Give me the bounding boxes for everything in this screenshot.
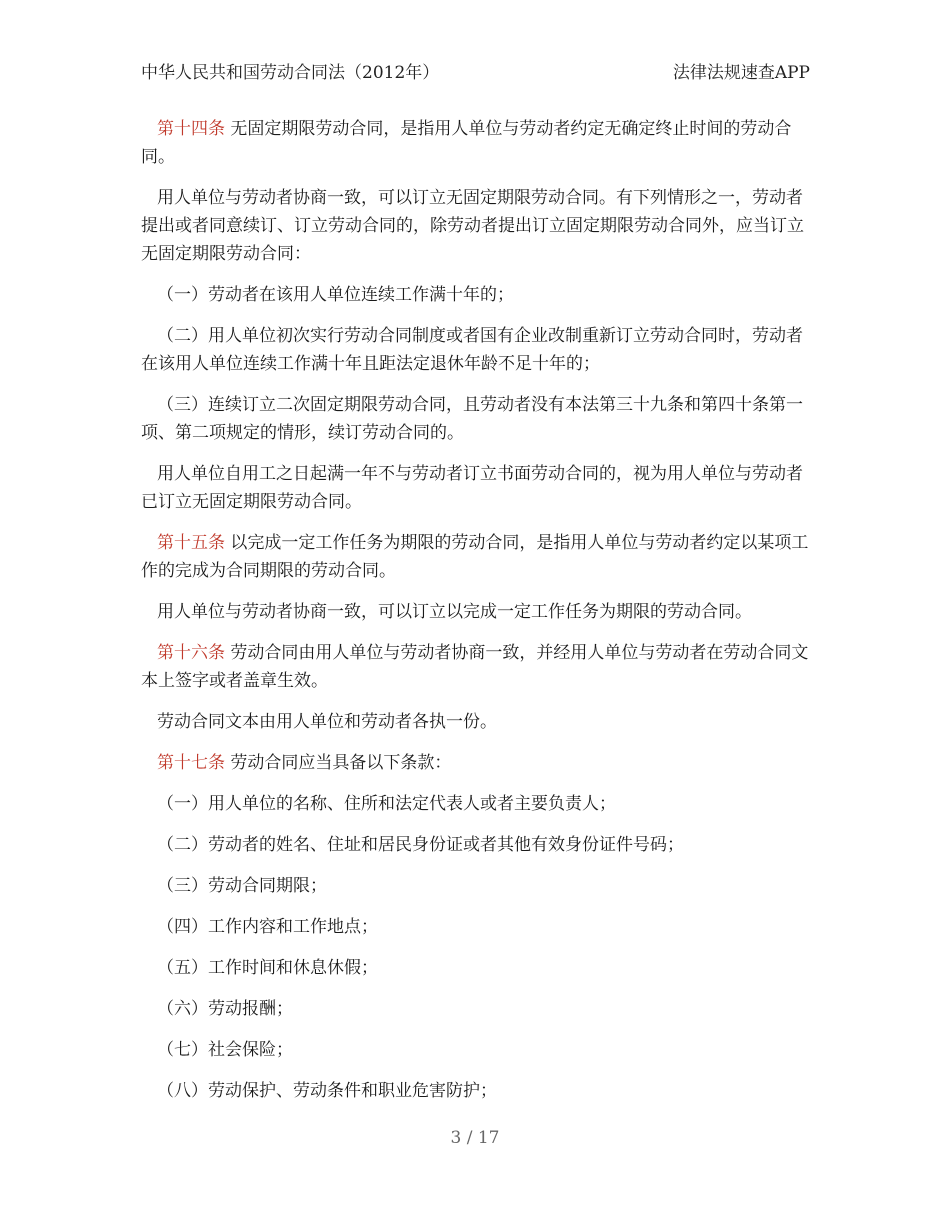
article-number: 第十六条	[157, 643, 225, 663]
page-indicator: 3 / 17	[450, 1128, 500, 1148]
paragraph-text: （二）劳动者的姓名、住址和居民身份证或者其他有效身份证件号码；	[157, 835, 684, 855]
list-item	[141, 995, 811, 1023]
paragraph-text: 劳动合同应当具备以下条款：	[225, 753, 452, 773]
paragraph-text: （五）工作时间和休息休假；	[157, 958, 378, 978]
paragraph-text: （七）社会保险；	[157, 1040, 293, 1060]
paragraph	[141, 115, 811, 171]
paragraph	[141, 749, 811, 777]
paragraph	[141, 529, 811, 585]
paragraph-text: 用人单位自用工之日起满一年不与劳动者订立书面劳动合同的，视为用人单位与劳动者已订立无固定期限劳动合同。	[141, 464, 803, 512]
paragraph-text: （八）劳动保护、劳动条件和职业危害防护；	[157, 1081, 497, 1101]
paragraph-text: （三）劳动合同期限；	[157, 876, 327, 896]
list-item	[141, 872, 811, 900]
article-number: 第十五条	[157, 533, 225, 553]
list-item	[141, 913, 811, 941]
article-number: 第十七条	[157, 753, 225, 773]
paragraph-text: 劳动合同文本由用人单位和劳动者各执一份。	[157, 712, 497, 732]
paragraph-text: 以完成一定工作任务为期限的劳动合同，是指用人单位与劳动者约定以某项工作的完成为合同期限的劳动合同。	[141, 533, 809, 581]
document-body	[141, 115, 811, 1118]
paragraph-text: 用人单位与劳动者协商一致，可以订立无固定期限劳动合同。有下列情形之一，劳动者提出或者同意续订、订立劳动合同的，除劳动者提出订立固定期限劳动合同外，应当订立无固定期限劳动合同：	[141, 188, 804, 264]
paragraph-text: （一）劳动者在该用人单位连续工作满十年的；	[157, 285, 514, 305]
page-header	[141, 58, 810, 84]
paragraph	[141, 184, 811, 268]
document-title: 中华人民共和国劳动合同法（2012年）	[141, 63, 440, 83]
paragraph-text: （二）用人单位初次实行劳动合同制度或者国有企业改制重新订立劳动合同时，劳动者在该用人单位连续工作满十年且距法定退休年龄不足十年的；	[141, 326, 803, 374]
list-item	[141, 1036, 811, 1064]
list-item	[141, 790, 811, 818]
article-number: 第十四条	[157, 119, 225, 139]
list-item	[141, 1077, 811, 1105]
paragraph	[141, 639, 811, 695]
paragraph-text: （六）劳动报酬；	[157, 999, 293, 1019]
app-name: 法律法规速查APP	[672, 63, 810, 83]
paragraph	[141, 281, 811, 309]
paragraph	[141, 460, 811, 516]
paragraph-text: （四）工作内容和工作地点；	[157, 917, 378, 937]
paragraph-text: 无固定期限劳动合同，是指用人单位与劳动者约定无确定终止时间的劳动合同。	[141, 119, 792, 167]
list-item	[141, 831, 811, 859]
paragraph-text: （三）连续订立二次固定期限劳动合同，且劳动者没有本法第三十九条和第四十条第一项、第二项规定的情形，续订劳动合同的。	[141, 395, 803, 443]
paragraph	[141, 598, 811, 626]
paragraph	[141, 391, 811, 447]
list-item	[141, 954, 811, 982]
paragraph	[141, 708, 811, 736]
paragraph-text: 劳动合同由用人单位与劳动者协商一致，并经用人单位与劳动者在劳动合同文本上签字或者盖章生效。	[141, 643, 809, 691]
paragraph-text: 用人单位与劳动者协商一致，可以订立以完成一定工作任务为期限的劳动合同。	[157, 602, 752, 622]
paragraph-text: （一）用人单位的名称、住所和法定代表人或者主要负责人；	[157, 794, 616, 814]
paragraph	[141, 322, 811, 378]
